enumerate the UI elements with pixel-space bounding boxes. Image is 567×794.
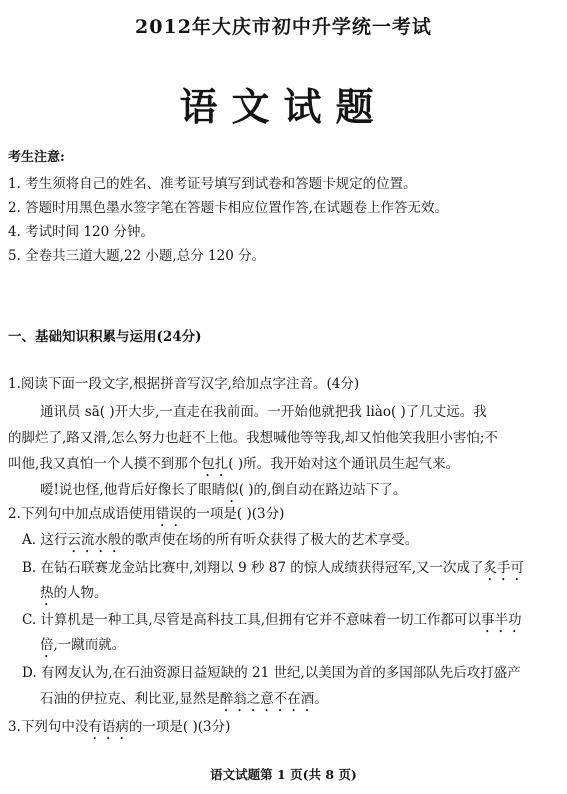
passage-text: ( )所。我开始对这个通讯员生起气来。 bbox=[228, 456, 460, 472]
idiom: 云流水般 bbox=[67, 532, 122, 548]
stem-text: 的一项是( )(3分) bbox=[182, 506, 285, 522]
exam-title: 2012年大庆市初中升学统一考试 bbox=[135, 16, 432, 38]
option-c-cont bbox=[40, 633, 125, 661]
idiom: 倍 bbox=[40, 637, 54, 653]
question-2-stem bbox=[8, 502, 284, 530]
idiom: 醉翁之意不在酒 bbox=[219, 691, 315, 707]
option-d-cont bbox=[40, 687, 328, 715]
emphasis-word: 错误 bbox=[155, 506, 183, 522]
option-text: C. 计算机是一种工具,尽管是高科技工具,但拥有它并不意味着一切工作都可以 bbox=[22, 612, 482, 628]
stem-text: 3.下列句中没 bbox=[8, 719, 89, 735]
page-footer: 语文试题第 1 页(共 8 页) bbox=[210, 767, 357, 782]
option-text: 的人物。 bbox=[53, 585, 108, 601]
stem-text: 2.下列句中加点成语使用 bbox=[8, 506, 156, 522]
passage-line: 的脚烂了,路又滑,怎么努力也赶不上他。我想喊他等等我,却又怕他笑我胆小害怕;不 bbox=[8, 430, 498, 446]
option-a bbox=[22, 528, 418, 556]
option-text: A. 这行 bbox=[22, 532, 68, 548]
idiom: 炙手可 bbox=[483, 560, 525, 576]
note-item: 5. 全卷共三道大题,22 小题,总分 120 分。 bbox=[8, 248, 266, 264]
option-text: B. 在钻石联赛龙金站比赛中,刘翔以 9 秒 87 的惊人成绩获得冠军,又一次成了 bbox=[22, 560, 484, 576]
passage-text: 叫他,我又真怕一个人摸不到那个 bbox=[8, 456, 202, 472]
option-text: 的歌声使在场的所有听众获得了极大的艺术享受。 bbox=[121, 532, 419, 548]
option-text: 。 bbox=[314, 691, 328, 707]
note-item: 2. 答题时用黑色墨水签字笔在答题卡相应位置作答,在试题卷上作答无效。 bbox=[8, 200, 448, 216]
option-text: ,一蹴而就。 bbox=[53, 637, 126, 653]
dotted-word: 包扎 bbox=[201, 456, 229, 472]
subject-title: 语文试题 bbox=[179, 84, 388, 129]
idiom: 事半功 bbox=[481, 612, 522, 628]
stem-text: 的一项是( )(3分) bbox=[128, 719, 231, 735]
option-b bbox=[22, 556, 524, 584]
passage-text: 嗳!说也怪,他背后好像长了眼睛 bbox=[40, 482, 226, 498]
idiom: 热 bbox=[40, 585, 54, 601]
question-3-stem bbox=[8, 715, 230, 743]
section-heading: 一、基础知识积累与运用(24分) bbox=[8, 329, 202, 345]
passage-line: 通讯员 sā( )开大步,一直走在我前面。一开始他就把我 liào( )了几丈远。我 bbox=[40, 404, 487, 420]
option-c bbox=[22, 608, 522, 636]
question-1-stem: 1.阅读下面一段文字,根据拼音写汉字,给加点字注音。(4分) bbox=[8, 376, 360, 392]
note-item: 1. 考生须将自己的姓名、准考证号填写到试卷和答题卡规定的位置。 bbox=[8, 176, 417, 192]
dotted-word: 似 bbox=[225, 482, 239, 498]
note-item: 4. 考试时间 120 分钟。 bbox=[8, 224, 155, 240]
notes-heading: 考生注意: bbox=[8, 150, 65, 165]
option-b-cont bbox=[40, 581, 108, 609]
emphasis-word: 有语病 bbox=[88, 719, 129, 735]
passage-text: ( )的,倒自动在路边站下了。 bbox=[238, 482, 407, 498]
passage-line bbox=[8, 452, 459, 480]
option-d: D. 有网友认为,在石油资源日益短缺的 21 世纪,以美国为首的多国部队先后攻打盛产 bbox=[22, 665, 521, 681]
option-text: 石油的伊拉克、利比亚,显然是 bbox=[40, 691, 220, 707]
